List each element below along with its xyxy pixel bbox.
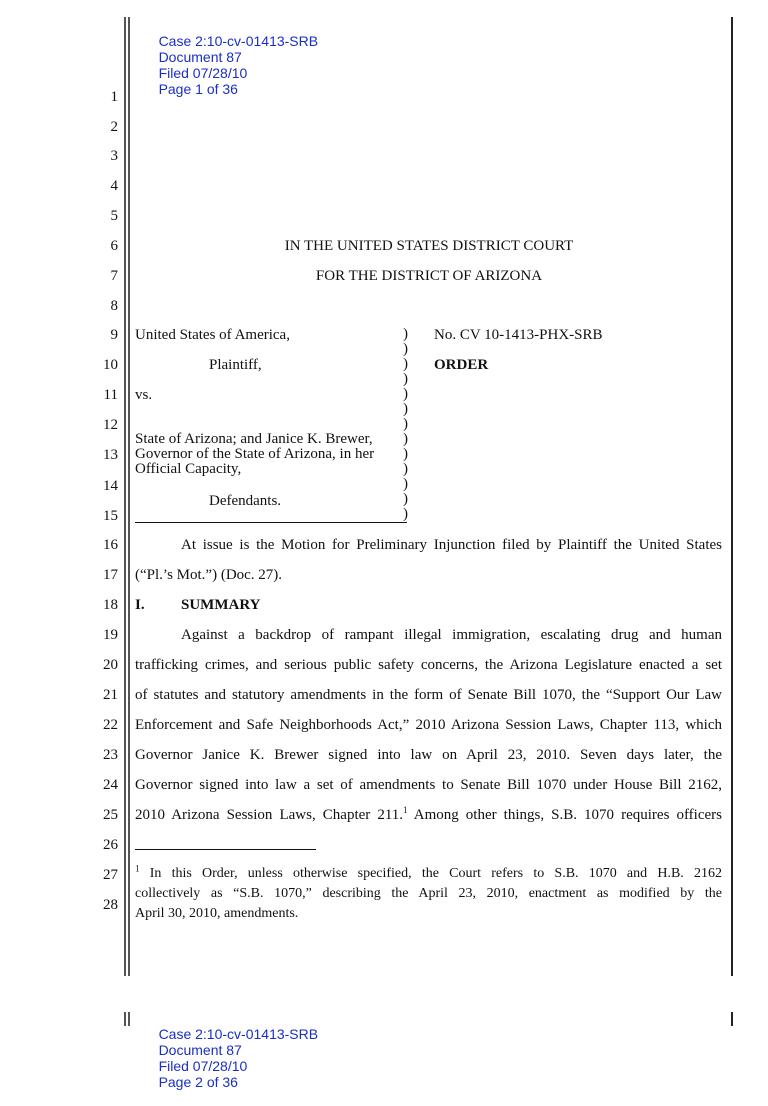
line-number: 18 — [103, 597, 118, 613]
line-number: 27 — [103, 867, 118, 883]
line-number: 14 — [103, 478, 118, 494]
line-number: 12 — [103, 417, 118, 433]
court-name: IN THE UNITED STATES DISTRICT COURT — [284, 238, 574, 254]
intro-line-1: At issue is the Motion for Preliminary Injunction filed by Plaintiff the United States — [181, 537, 722, 553]
line-number: 26 — [103, 837, 118, 853]
page-count-header: Page 1 of 36 — [158, 81, 238, 97]
line-number: 21 — [103, 687, 118, 703]
line-number: 4 — [110, 178, 118, 194]
line-number: 8 — [110, 298, 118, 314]
plaintiff-name: United States of America, — [135, 327, 290, 343]
page-1-header — [143, 17, 332, 113]
summary-line-text-continued: Among other things, S.B. 1070 requires officers — [407, 807, 722, 823]
versus-label: vs. — [135, 387, 153, 403]
footnote-divider — [135, 849, 316, 850]
line-number: 7 — [110, 268, 118, 284]
document-number-header: Document 87 — [158, 1042, 242, 1058]
footnote-marker: 1 — [135, 863, 140, 874]
line-number: 13 — [103, 447, 118, 463]
document-number-header: Document 87 — [158, 49, 242, 65]
right-margin-rule-page-2 — [731, 1012, 733, 1026]
line-number: 22 — [103, 717, 118, 733]
page-2-header — [143, 1010, 332, 1106]
summary-line: Enforcement and Safe Neighborhoods Act,” 2010 Arizona Session Laws, Chapter 113, which — [135, 717, 722, 733]
line-number: 15 — [103, 508, 118, 524]
line-number: 20 — [103, 657, 118, 673]
intro-line-2: (“Pl.’s Mot.”) (Doc. 27). — [135, 567, 283, 583]
line-number: 3 — [110, 148, 118, 164]
document-type: ORDER — [434, 357, 489, 373]
filed-date-header: Filed 07/28/10 — [158, 1058, 248, 1074]
defendant-name-line-2: Governor of the State of Arizona, in her — [135, 446, 375, 462]
caption-bracket: ) ) ) ) ) ) ) ) ) ) ) ) ) — [403, 326, 408, 522]
line-number: 24 — [103, 777, 118, 793]
line-number: 9 — [110, 327, 118, 343]
plaintiff-role: Plaintiff, — [209, 357, 262, 373]
section-number: I. — [135, 597, 145, 613]
line-number: 2 — [110, 119, 118, 135]
line-number: 6 — [110, 238, 118, 254]
page-count-header: Page 2 of 36 — [158, 1074, 238, 1090]
footnote-line-2: collectively as “S.B. 1070,” describing the April 23, 2010, enactment as modified by the — [135, 886, 722, 901]
defendant-name-line-1: State of Arizona; and Janice K. Brewer, — [135, 431, 373, 447]
line-number: 16 — [103, 537, 118, 553]
line-number: 17 — [103, 567, 118, 583]
summary-line: Governor Janice K. Brewer signed into law on April 23, 2010. Seven days later, the — [135, 747, 722, 763]
summary-line: of statutes and statutory amendments in the form of Senate Bill 1070, the “Support Our Law — [135, 687, 722, 703]
case-number-header: Case 2:10-cv-01413-SRB — [158, 33, 319, 49]
court-district: FOR THE DISTRICT OF ARIZONA — [315, 268, 543, 284]
line-number: 23 — [103, 747, 118, 763]
footnote-line-1 — [135, 865, 722, 882]
summary-line: trafficking crimes, and serious public safety concerns, the Arizona Legislature enacted a set — [135, 657, 722, 673]
summary-line: Against a backdrop of rampant illegal immigration, escalating drug and human — [181, 627, 722, 643]
case-number: No. CV 10-1413-PHX-SRB — [434, 327, 603, 343]
section-title: SUMMARY — [181, 597, 261, 613]
line-number: 25 — [103, 807, 118, 823]
left-margin-rule — [124, 17, 126, 976]
right-margin-rule — [731, 17, 733, 976]
left-margin-rule-inner — [128, 17, 130, 976]
footnote-text: In this Order, unless otherwise specified, the Court refers to S.B. 1070 and H.B. 2162 — [139, 866, 722, 881]
defendant-role: Defendants. — [209, 493, 282, 509]
summary-line-last — [135, 806, 722, 824]
case-number-header: Case 2:10-cv-01413-SRB — [158, 1026, 319, 1042]
footnote-line-3: April 30, 2010, amendments. — [135, 906, 299, 921]
caption-underline — [135, 522, 407, 523]
line-number: 5 — [110, 208, 118, 224]
line-number: 11 — [103, 387, 118, 403]
footnote-reference[interactable]: 1 — [403, 805, 408, 815]
line-number: 1 — [110, 89, 118, 105]
line-number: 10 — [103, 357, 118, 373]
summary-line-text: 2010 Arizona Session Laws, Chapter 211. — [135, 807, 404, 823]
line-number: 19 — [103, 627, 118, 643]
left-margin-rule-inner-page-2 — [128, 1012, 130, 1026]
filed-date-header: Filed 07/28/10 — [158, 65, 248, 81]
summary-line: Governor signed into law a set of amendments to Senate Bill 1070 under House Bill 2162, — [135, 777, 722, 793]
line-number: 28 — [103, 897, 118, 913]
defendant-name-line-3: Official Capacity, — [135, 461, 242, 477]
left-margin-rule-page-2 — [124, 1012, 126, 1026]
